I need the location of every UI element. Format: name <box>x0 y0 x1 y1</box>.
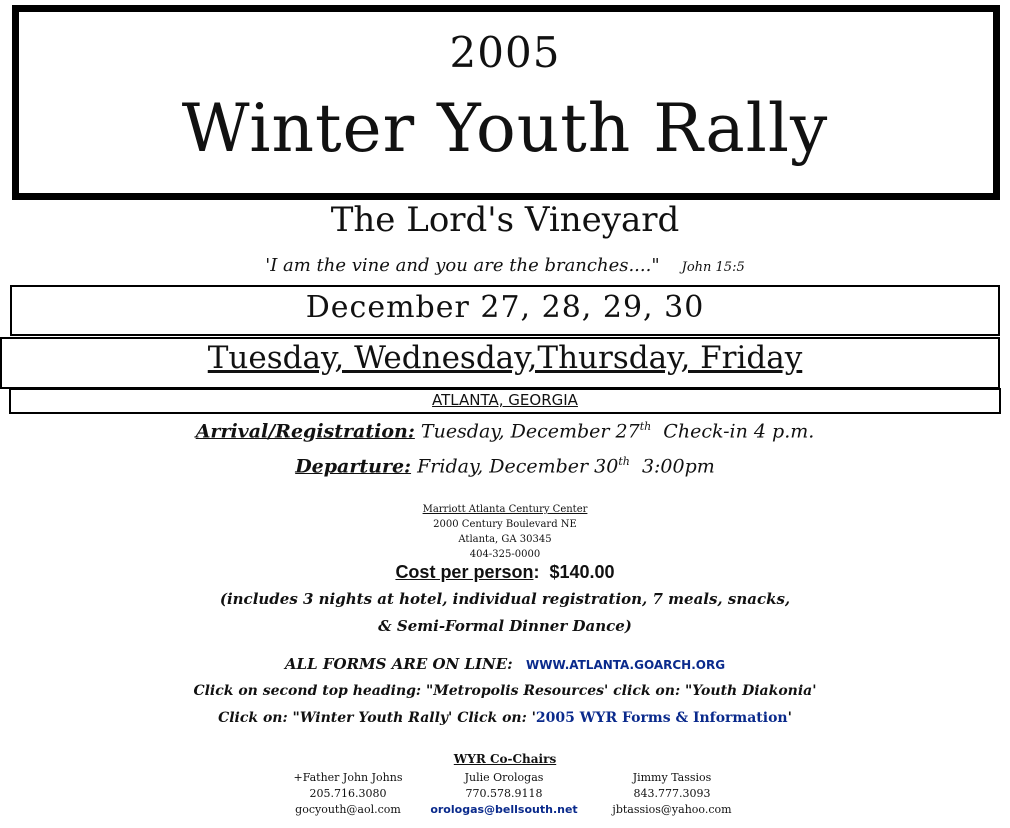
theme-verse <box>0 255 1010 276</box>
forms-online-label: ALL FORMS ARE ON LINE: <box>284 655 513 673</box>
theme-title: The Lord's Vineyard <box>330 200 680 240</box>
wyr-forms-link[interactable]: 2005 WYR Forms & Information <box>535 710 788 726</box>
cochairs-heading: WYR Co-Chairs <box>453 752 557 766</box>
arrival-sup: th <box>639 420 652 433</box>
event-days <box>0 340 1010 376</box>
cochair-name: Jimmy Tassios <box>632 771 712 784</box>
cochair-email[interactable]: jbtassios@yahoo.com <box>612 803 732 816</box>
verse-reference: John 15:5 <box>681 260 745 275</box>
departure-day: Friday, December 30 <box>417 455 619 478</box>
cochair-name: +Father John Johns <box>293 771 403 784</box>
arrival-day: Tuesday, December 27 <box>420 420 640 443</box>
venue-block <box>0 502 1010 562</box>
venue-street: 2000 Century Boulevard NE <box>433 519 577 530</box>
cost-line: Cost per person: $140.00 <box>395 562 615 582</box>
forms-instruction-2 <box>0 710 1010 726</box>
venue-phone: 404-325-0000 <box>469 549 541 560</box>
event-year: 2005 <box>449 28 561 77</box>
cochair-email[interactable]: orologas@bellsouth.net <box>430 803 578 816</box>
verse-text: 'I am the vine and you are the branches...." <box>265 255 660 276</box>
cochair-phone: 205.716.3080 <box>309 787 387 800</box>
arrival-label: Arrival/Registration: <box>195 420 415 443</box>
cost-includes <box>0 586 1010 640</box>
forms-instruction-2-b: ' <box>787 710 792 726</box>
forms-online-line <box>0 655 1010 673</box>
event-dates: December 27, 28, 29, 30 <box>305 290 705 325</box>
event-city-text: ATLANTA, GEORGIA <box>432 391 578 409</box>
page-title: Winter Youth Rally <box>181 90 829 167</box>
forms-instruction-2-a: Click on: "Winter Youth Rally' Click on: ' <box>218 710 536 726</box>
forms-instruction-1: Click on second top heading: "Metropolis Resources' click on: "Youth Diakonia' <box>193 683 817 699</box>
cochair-name: Julie Orologas <box>464 771 544 784</box>
arrival-line <box>0 420 1010 442</box>
departure-time: 3:00pm <box>641 455 715 478</box>
cochair-email[interactable]: gocyouth@aol.com <box>295 803 401 816</box>
event-days-text: Tuesday, Wednesday,Thursday, Friday <box>207 340 803 376</box>
cochair-phone: 770.578.9118 <box>465 787 543 800</box>
departure-label: Departure: <box>295 455 412 478</box>
includes-line-1: (includes 3 nights at hotel, individual registration, 7 meals, snacks, <box>219 590 791 608</box>
cost-label: Cost per person <box>395 562 534 582</box>
forms-url-link[interactable]: WWW.ATLANTA.GOARCH.ORG <box>525 658 726 672</box>
includes-line-2: & Semi-Formal Dinner Dance) <box>378 617 632 635</box>
cochair-phone: 843.777.3093 <box>633 787 711 800</box>
venue-city: Atlanta, GA 30345 <box>458 534 552 545</box>
event-city <box>0 391 1010 409</box>
departure-line <box>0 455 1010 477</box>
venue-name: Marriott Atlanta Century Center <box>422 504 588 515</box>
cost-amount: $140.00 <box>549 562 615 582</box>
arrival-time: Check-in 4 p.m. <box>663 420 815 443</box>
departure-sup: th <box>618 455 630 468</box>
cochair-3 <box>572 770 772 818</box>
